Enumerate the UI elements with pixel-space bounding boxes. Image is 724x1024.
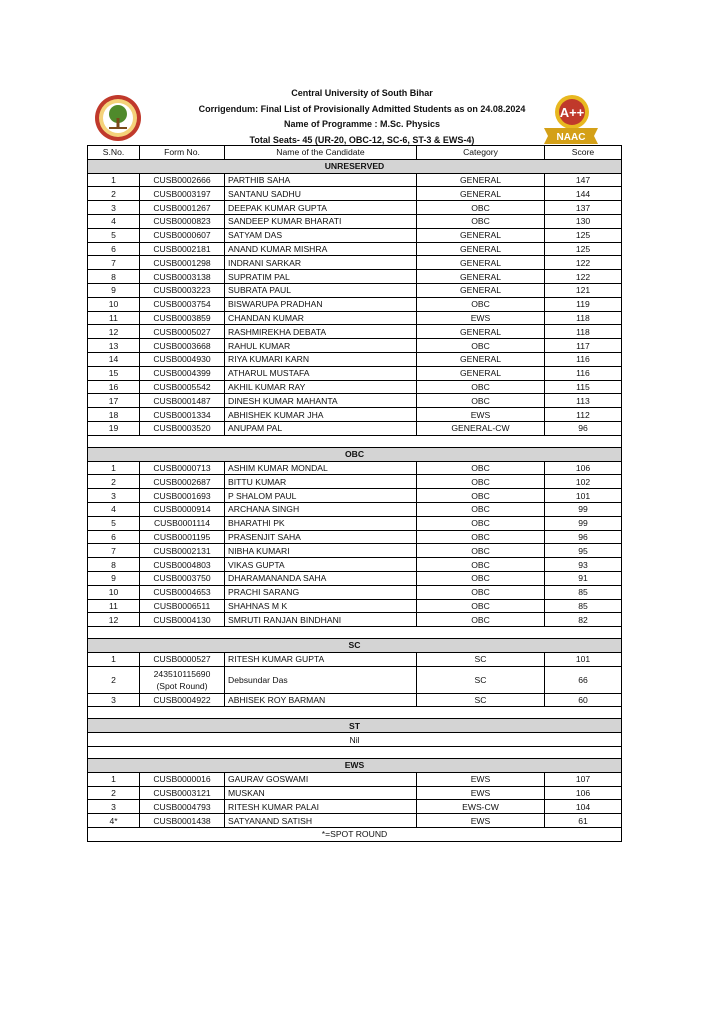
cell-sno: 12 [88, 613, 140, 627]
cell-form-no: 243510115690 (Spot Round) [140, 666, 225, 693]
cell-form-no: CUSB0003754 [140, 297, 225, 311]
total-seats: Total Seats- 45 (UR-20, OBC-12, SC-6, ST-3 & EWS-4) [249, 134, 475, 145]
cell-sno: 3 [88, 489, 140, 503]
cell-form-no: CUSB0001267 [140, 201, 225, 215]
cell-form-no: CUSB0003859 [140, 311, 225, 325]
cell-candidate-name: DINESH KUMAR MAHANTA [225, 394, 417, 408]
cell-category: GENERAL [417, 366, 545, 380]
cell-category: OBC [417, 613, 545, 627]
cell-score: 116 [545, 352, 622, 366]
cell-form-no: CUSB0003197 [140, 187, 225, 201]
cell-score: 91 [545, 571, 622, 585]
cell-form-no: CUSB0001195 [140, 530, 225, 544]
table-row [88, 242, 622, 256]
cell-category: SC [417, 652, 545, 666]
cell-sno: 5 [88, 228, 140, 242]
column-header-form-no: Form No. [140, 146, 225, 160]
cell-candidate-name: NIBHA KUMARI [225, 544, 417, 558]
cell-form-no: CUSB0005027 [140, 325, 225, 339]
cell-candidate-name: ANUPAM PAL [225, 421, 417, 435]
table-row [88, 475, 622, 489]
cell-form-no: CUSB0001334 [140, 408, 225, 422]
table-row [88, 461, 622, 475]
column-header-score: Score [545, 146, 622, 160]
table-row [88, 339, 622, 353]
cell-score: 99 [545, 502, 622, 516]
cell-candidate-name: ABHISEK ROY BARMAN [225, 693, 417, 707]
cell-score: 118 [545, 311, 622, 325]
cell-category: OBC [417, 530, 545, 544]
cell-category: OBC [417, 339, 545, 353]
table-body [88, 159, 622, 841]
table-row [88, 814, 622, 828]
cell-category: GENERAL [417, 228, 545, 242]
cell-category: EWS [417, 408, 545, 422]
cell-form-no: CUSB0001438 [140, 814, 225, 828]
cell-sno: 3 [88, 800, 140, 814]
cell-sno: 15 [88, 366, 140, 380]
cell-form-no: CUSB0000527 [140, 652, 225, 666]
cell-sno: 5 [88, 516, 140, 530]
cell-category: EWS [417, 786, 545, 800]
cell-form-no: CUSB0003138 [140, 270, 225, 284]
cell-form-no: CUSB0000016 [140, 772, 225, 786]
cell-score: 107 [545, 772, 622, 786]
table-row [88, 786, 622, 800]
cell-candidate-name: ARCHANA SINGH [225, 502, 417, 516]
cell-sno: 10 [88, 585, 140, 599]
cell-sno: 10 [88, 297, 140, 311]
cell-sno: 8 [88, 270, 140, 284]
cell-form-no: CUSB0003520 [140, 421, 225, 435]
cell-form-no: CUSB0006511 [140, 599, 225, 613]
cell-sno: 1 [88, 772, 140, 786]
cell-score: 93 [545, 558, 622, 572]
cell-score: 122 [545, 256, 622, 270]
cell-candidate-name: SATYAM DAS [225, 228, 417, 242]
cell-sno: 1 [88, 173, 140, 187]
cell-form-no: CUSB0003223 [140, 283, 225, 297]
cell-category: GENERAL [417, 187, 545, 201]
table-row [88, 214, 622, 228]
cell-score: 96 [545, 421, 622, 435]
cell-score: 102 [545, 475, 622, 489]
cell-score: 113 [545, 394, 622, 408]
university-emblem-icon [94, 94, 142, 142]
cell-candidate-name: SMRUTI RANJAN BINDHANI [225, 613, 417, 627]
table-row [88, 558, 622, 572]
cell-form-no: CUSB0002131 [140, 544, 225, 558]
cell-form-no: CUSB0000823 [140, 214, 225, 228]
cell-category: OBC [417, 558, 545, 572]
table-row [88, 187, 622, 201]
footnote: *=SPOT ROUND [88, 828, 622, 842]
table-row [88, 283, 622, 297]
cell-score: 85 [545, 585, 622, 599]
naac-badge-icon [540, 92, 602, 144]
section-title: OBC [88, 447, 622, 461]
cell-candidate-name: Debsundar Das [225, 666, 417, 693]
cell-sno: 19 [88, 421, 140, 435]
cell-sno: 2 [88, 666, 140, 693]
cell-form-no: CUSB0000607 [140, 228, 225, 242]
table-header-row [88, 146, 622, 160]
cell-category: OBC [417, 489, 545, 503]
cell-score: 118 [545, 325, 622, 339]
cell-category: GENERAL [417, 173, 545, 187]
section-header-row [88, 159, 622, 173]
cell-category: OBC [417, 544, 545, 558]
cell-sno: 16 [88, 380, 140, 394]
cell-candidate-name: SATYANAND SATISH [225, 814, 417, 828]
cell-form-no: CUSB0004653 [140, 585, 225, 599]
cell-candidate-name: ATHARUL MUSTAFA [225, 366, 417, 380]
document-title: Corrigendum: Final List of Provisionally Admitted Students as on 24.08.2024 [198, 103, 526, 114]
cell-candidate-name: GAURAV GOSWAMI [225, 772, 417, 786]
cell-candidate-name: RASHMIREKHA DEBATA [225, 325, 417, 339]
section-title: ST [88, 719, 622, 733]
naac-label: NAAC [556, 132, 586, 143]
table-row [88, 544, 622, 558]
cell-sno: 9 [88, 283, 140, 297]
cell-category: SC [417, 693, 545, 707]
cell-category: OBC [417, 297, 545, 311]
table-row [88, 394, 622, 408]
cell-category: GENERAL-CW [417, 421, 545, 435]
table-row [88, 270, 622, 284]
table-row [88, 585, 622, 599]
cell-category: EWS [417, 772, 545, 786]
cell-sno: 2 [88, 786, 140, 800]
cell-category: OBC [417, 214, 545, 228]
cell-score: 85 [545, 599, 622, 613]
cell-category: OBC [417, 516, 545, 530]
table-row [88, 297, 622, 311]
cell-sno: 6 [88, 242, 140, 256]
cell-score: 66 [545, 666, 622, 693]
cell-candidate-name: INDRANI SARKAR [225, 256, 417, 270]
cell-sno: 2 [88, 475, 140, 489]
naac-grade: A++ [559, 105, 585, 120]
cell-category: SC [417, 666, 545, 693]
spacer-row [88, 435, 622, 447]
cell-category: GENERAL [417, 325, 545, 339]
cell-candidate-name: ANAND KUMAR MISHRA [225, 242, 417, 256]
table-row [88, 530, 622, 544]
table-row [88, 800, 622, 814]
cell-category: OBC [417, 502, 545, 516]
nil-row [88, 733, 622, 747]
cell-category: OBC [417, 201, 545, 215]
section-title: UNRESERVED [88, 159, 622, 173]
cell-form-no: CUSB0001114 [140, 516, 225, 530]
cell-score: 112 [545, 408, 622, 422]
cell-category: OBC [417, 380, 545, 394]
table-row [88, 325, 622, 339]
cell-form-no: CUSB0004803 [140, 558, 225, 572]
cell-candidate-name: VIKAS GUPTA [225, 558, 417, 572]
cell-candidate-name: DHARAMANANDA SAHA [225, 571, 417, 585]
cell-form-no: CUSB0004793 [140, 800, 225, 814]
table-row [88, 666, 622, 693]
cell-form-no: CUSB0003668 [140, 339, 225, 353]
section-title: EWS [88, 759, 622, 773]
cell-score: 95 [545, 544, 622, 558]
cell-sno: 14 [88, 352, 140, 366]
cell-category: GENERAL [417, 283, 545, 297]
cell-candidate-name: SUPRATIM PAL [225, 270, 417, 284]
cell-form-no: CUSB0000713 [140, 461, 225, 475]
spacer-row [88, 627, 622, 639]
cell-sno: 18 [88, 408, 140, 422]
table-row [88, 489, 622, 503]
cell-sno: 4* [88, 814, 140, 828]
table-row [88, 256, 622, 270]
cell-form-no: CUSB0004922 [140, 693, 225, 707]
cell-score: 115 [545, 380, 622, 394]
cell-sno: 8 [88, 558, 140, 572]
cell-sno: 11 [88, 599, 140, 613]
cell-category: OBC [417, 571, 545, 585]
cell-score: 101 [545, 652, 622, 666]
cell-candidate-name: RITESH KUMAR PALAI [225, 800, 417, 814]
cell-category: OBC [417, 475, 545, 489]
admission-list-table [87, 145, 622, 842]
cell-score: 125 [545, 242, 622, 256]
cell-candidate-name: RIYA KUMARI KARN [225, 352, 417, 366]
programme-name: Name of Programme : M.Sc. Physics [283, 119, 441, 129]
cell-score: 96 [545, 530, 622, 544]
spacer-row [88, 707, 622, 719]
cell-candidate-name: BITTU KUMAR [225, 475, 417, 489]
cell-sno: 4 [88, 502, 140, 516]
table-row [88, 502, 622, 516]
spacer-cell [88, 627, 622, 639]
column-header-candidate-name: Name of the Candidate [225, 146, 417, 160]
cell-score: 106 [545, 461, 622, 475]
cell-category: OBC [417, 585, 545, 599]
cell-form-no: CUSB0004399 [140, 366, 225, 380]
cell-candidate-name: SUBRATA PAUL [225, 283, 417, 297]
cell-score: 130 [545, 214, 622, 228]
cell-form-no: CUSB0005542 [140, 380, 225, 394]
cell-score: 99 [545, 516, 622, 530]
cell-category: OBC [417, 599, 545, 613]
cell-form-no: CUSB0002666 [140, 173, 225, 187]
table-row [88, 516, 622, 530]
cell-sno: 1 [88, 461, 140, 475]
table-row [88, 366, 622, 380]
cell-category: GENERAL [417, 352, 545, 366]
cell-candidate-name: BHARATHI PK [225, 516, 417, 530]
cell-candidate-name: DEEPAK KUMAR GUPTA [225, 201, 417, 215]
cell-sno: 3 [88, 693, 140, 707]
cell-candidate-name: SANDEEP KUMAR BHARATI [225, 214, 417, 228]
cell-candidate-name: RAHUL KUMAR [225, 339, 417, 353]
cell-sno: 7 [88, 256, 140, 270]
cell-score: 119 [545, 297, 622, 311]
cell-form-no: CUSB0001298 [140, 256, 225, 270]
cell-form-no: CUSB0002181 [140, 242, 225, 256]
cell-sno: 6 [88, 530, 140, 544]
cell-score: 121 [545, 283, 622, 297]
cell-sno: 2 [88, 187, 140, 201]
cell-candidate-name: SHAHNAS M K [225, 599, 417, 613]
table-row [88, 652, 622, 666]
cell-candidate-name: PRACHI SARANG [225, 585, 417, 599]
table-row [88, 173, 622, 187]
cell-sno: 9 [88, 571, 140, 585]
section-header-row [88, 447, 622, 461]
table-row [88, 599, 622, 613]
cell-score: 61 [545, 814, 622, 828]
footnote-row [88, 828, 622, 842]
cell-candidate-name: P SHALOM PAUL [225, 489, 417, 503]
cell-candidate-name: AKHIL KUMAR RAY [225, 380, 417, 394]
table-row [88, 201, 622, 215]
cell-sno: 12 [88, 325, 140, 339]
cell-category: EWS-CW [417, 800, 545, 814]
cell-category: GENERAL [417, 270, 545, 284]
cell-score: 106 [545, 786, 622, 800]
cell-candidate-name: SANTANU SADHU [225, 187, 417, 201]
cell-form-no: CUSB0001693 [140, 489, 225, 503]
cell-category: OBC [417, 461, 545, 475]
table-row [88, 571, 622, 585]
cell-sno: 7 [88, 544, 140, 558]
cell-sno: 11 [88, 311, 140, 325]
spacer-cell [88, 435, 622, 447]
cell-candidate-name: CHANDAN KUMAR [225, 311, 417, 325]
cell-candidate-name: BISWARUPA PRADHAN [225, 297, 417, 311]
spacer-row [88, 747, 622, 759]
cell-category: GENERAL [417, 242, 545, 256]
cell-score: 122 [545, 270, 622, 284]
cell-score: 117 [545, 339, 622, 353]
cell-score: 101 [545, 489, 622, 503]
section-header-row [88, 639, 622, 653]
cell-form-no: CUSB0002687 [140, 475, 225, 489]
cell-candidate-name: ABHISHEK KUMAR JHA [225, 408, 417, 422]
table-row [88, 352, 622, 366]
cell-candidate-name: MUSKAN [225, 786, 417, 800]
nil-text: Nil [88, 733, 622, 747]
spacer-cell [88, 747, 622, 759]
spacer-cell [88, 707, 622, 719]
table-row [88, 772, 622, 786]
cell-candidate-name: RITESH KUMAR GUPTA [225, 652, 417, 666]
cell-form-no: CUSB0004130 [140, 613, 225, 627]
table-row [88, 613, 622, 627]
cell-score: 144 [545, 187, 622, 201]
cell-sno: 4 [88, 214, 140, 228]
cell-score: 125 [545, 228, 622, 242]
cell-score: 147 [545, 173, 622, 187]
university-name: Central University of South Bihar [291, 88, 433, 98]
cell-score: 137 [545, 201, 622, 215]
table-row [88, 693, 622, 707]
column-header-category: Category [417, 146, 545, 160]
table-row [88, 228, 622, 242]
table-row [88, 311, 622, 325]
cell-sno: 1 [88, 652, 140, 666]
section-header-row [88, 759, 622, 773]
cell-form-no: CUSB0003121 [140, 786, 225, 800]
cell-candidate-name: PRASENJIT SAHA [225, 530, 417, 544]
cell-score: 104 [545, 800, 622, 814]
table-row [88, 421, 622, 435]
cell-form-no: CUSB0001487 [140, 394, 225, 408]
section-title: SC [88, 639, 622, 653]
cell-sno: 3 [88, 201, 140, 215]
column-header-sno: S.No. [88, 146, 140, 160]
cell-category: OBC [417, 394, 545, 408]
cell-score: 82 [545, 613, 622, 627]
cell-category: GENERAL [417, 256, 545, 270]
table-row [88, 408, 622, 422]
cell-form-no: CUSB0000914 [140, 502, 225, 516]
cell-category: EWS [417, 814, 545, 828]
cell-form-no: CUSB0003750 [140, 571, 225, 585]
table-row [88, 380, 622, 394]
cell-category: EWS [417, 311, 545, 325]
cell-score: 116 [545, 366, 622, 380]
cell-sno: 17 [88, 394, 140, 408]
cell-form-no: CUSB0004930 [140, 352, 225, 366]
cell-candidate-name: ASHIM KUMAR MONDAL [225, 461, 417, 475]
section-header-row [88, 719, 622, 733]
cell-sno: 13 [88, 339, 140, 353]
cell-candidate-name: PARTHIB SAHA [225, 173, 417, 187]
cell-score: 60 [545, 693, 622, 707]
